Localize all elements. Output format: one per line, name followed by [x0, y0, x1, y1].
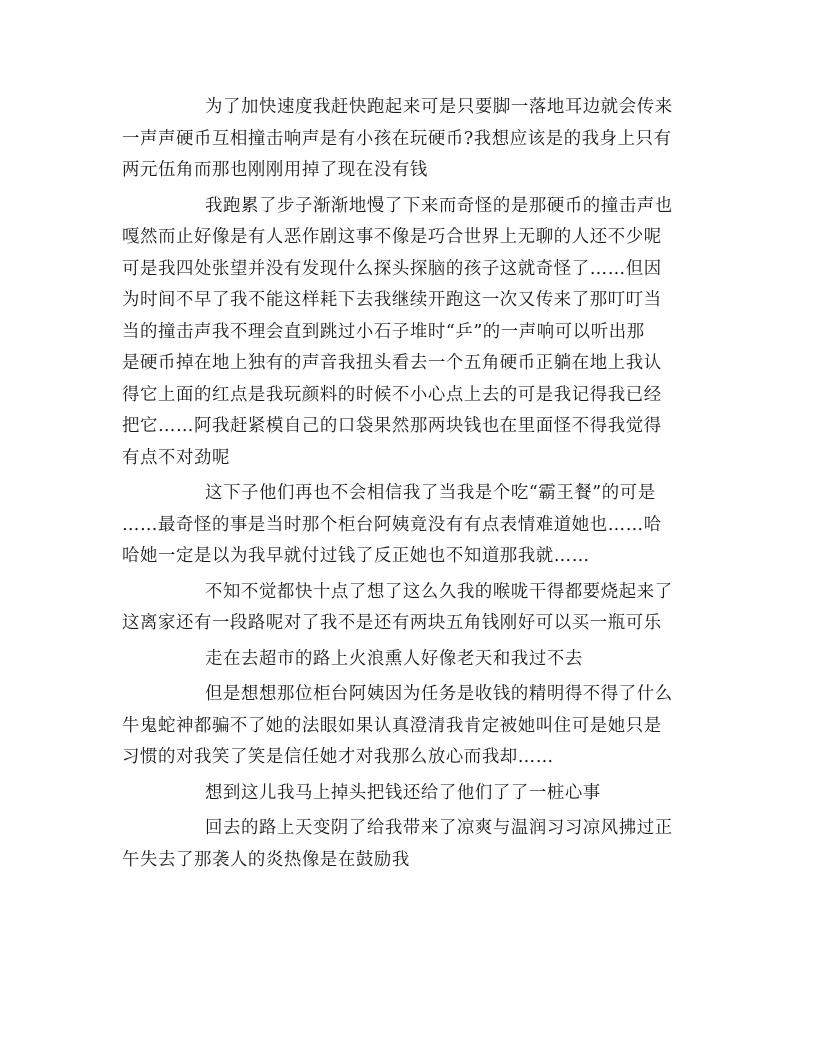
line: 可是我四处张望并没有发现什么探头探脑的孩子这就奇怪了……但因: [122, 258, 662, 279]
line: ……最奇怪的事是当时那个柜台阿姨竟没有有点表情难道她也……哈: [122, 514, 662, 535]
line: 有点不对劲呢: [122, 447, 230, 468]
paragraph-7: [122, 778, 694, 810]
line: 当的撞击声我不理会直到跳过小石子堆时“乒”的一声响可以听出那: [122, 321, 645, 342]
line: 为时间不早了我不能这样耗下去我继续开跑这一次又传来了那叮叮当: [122, 290, 662, 310]
line: 想到这儿我马上掉头把钱还给了他们了了一桩心事: [205, 782, 601, 803]
paragraph-6: [122, 679, 694, 774]
line: 两元伍角而那也刚刚用掉了现在没有钱: [122, 160, 428, 180]
line: 嘎然而止好像是有人恶作剧这事不像是巧合世界上无聊的人还不少呢: [122, 227, 662, 247]
line: 是硬币掉在地上独有的声音我扭头看去一个五角硬币正躺在地上我认: [122, 353, 662, 373]
paragraph-8: [122, 813, 694, 876]
paragraph-2: [122, 191, 694, 475]
line: 但是想想那位柜台阿姨因为任务是收钱的精明得不得了什么: [205, 684, 673, 704]
line: 一声声硬币互相撞击响声是有小孩在玩硬币?我想应该是的我身上只有: [122, 128, 672, 149]
document-body: [122, 92, 694, 880]
line: 把它……阿我赶紧模自己的口袋果然那两块钱也在里面怪不得我觉得: [122, 416, 662, 436]
paragraph-3: [122, 478, 694, 573]
line: 午失去了那袭人的炎热像是在鼓励我: [122, 849, 410, 870]
line: 走在去超市的路上火浪熏人好像老天和我过不去: [205, 648, 583, 669]
line: 这下子他们再也不会相信我了当我是个吃“霸王餐”的可是: [205, 483, 656, 503]
line: 牛鬼蛇神都骗不了她的法眼如果认真澄清我肯定被她叫住可是她只是: [122, 715, 662, 736]
line: 回去的路上天变阴了给我带来了凉爽与温润习习凉风拂过正: [205, 818, 673, 838]
paragraph-1: [122, 92, 694, 187]
line: 我跑累了步子渐渐地慢了下来而奇怪的是那硬币的撞击声也: [205, 195, 673, 216]
line: 这离家还有一段路呢对了我不是还有两块五角钱刚好可以买一瓶可乐: [122, 613, 662, 633]
line: 为了加快速度我赶快跑起来可是只要脚一落地耳边就会传来: [205, 97, 673, 117]
line: 不知不觉都快十点了想了这么久我的喉咙干得都要烧起来了: [205, 581, 673, 602]
line: 习惯的对我笑了笑是信任她才对我那么放心而我却……: [122, 747, 554, 767]
paragraph-5: [122, 644, 694, 676]
line: 得它上面的红点是我玩颜料的时候不小心点上去的可是我记得我已经: [122, 384, 662, 405]
line: 哈她一定是以为我早就付过钱了反正她也不知道那我就……: [122, 546, 590, 566]
paragraph-4: [122, 577, 694, 640]
